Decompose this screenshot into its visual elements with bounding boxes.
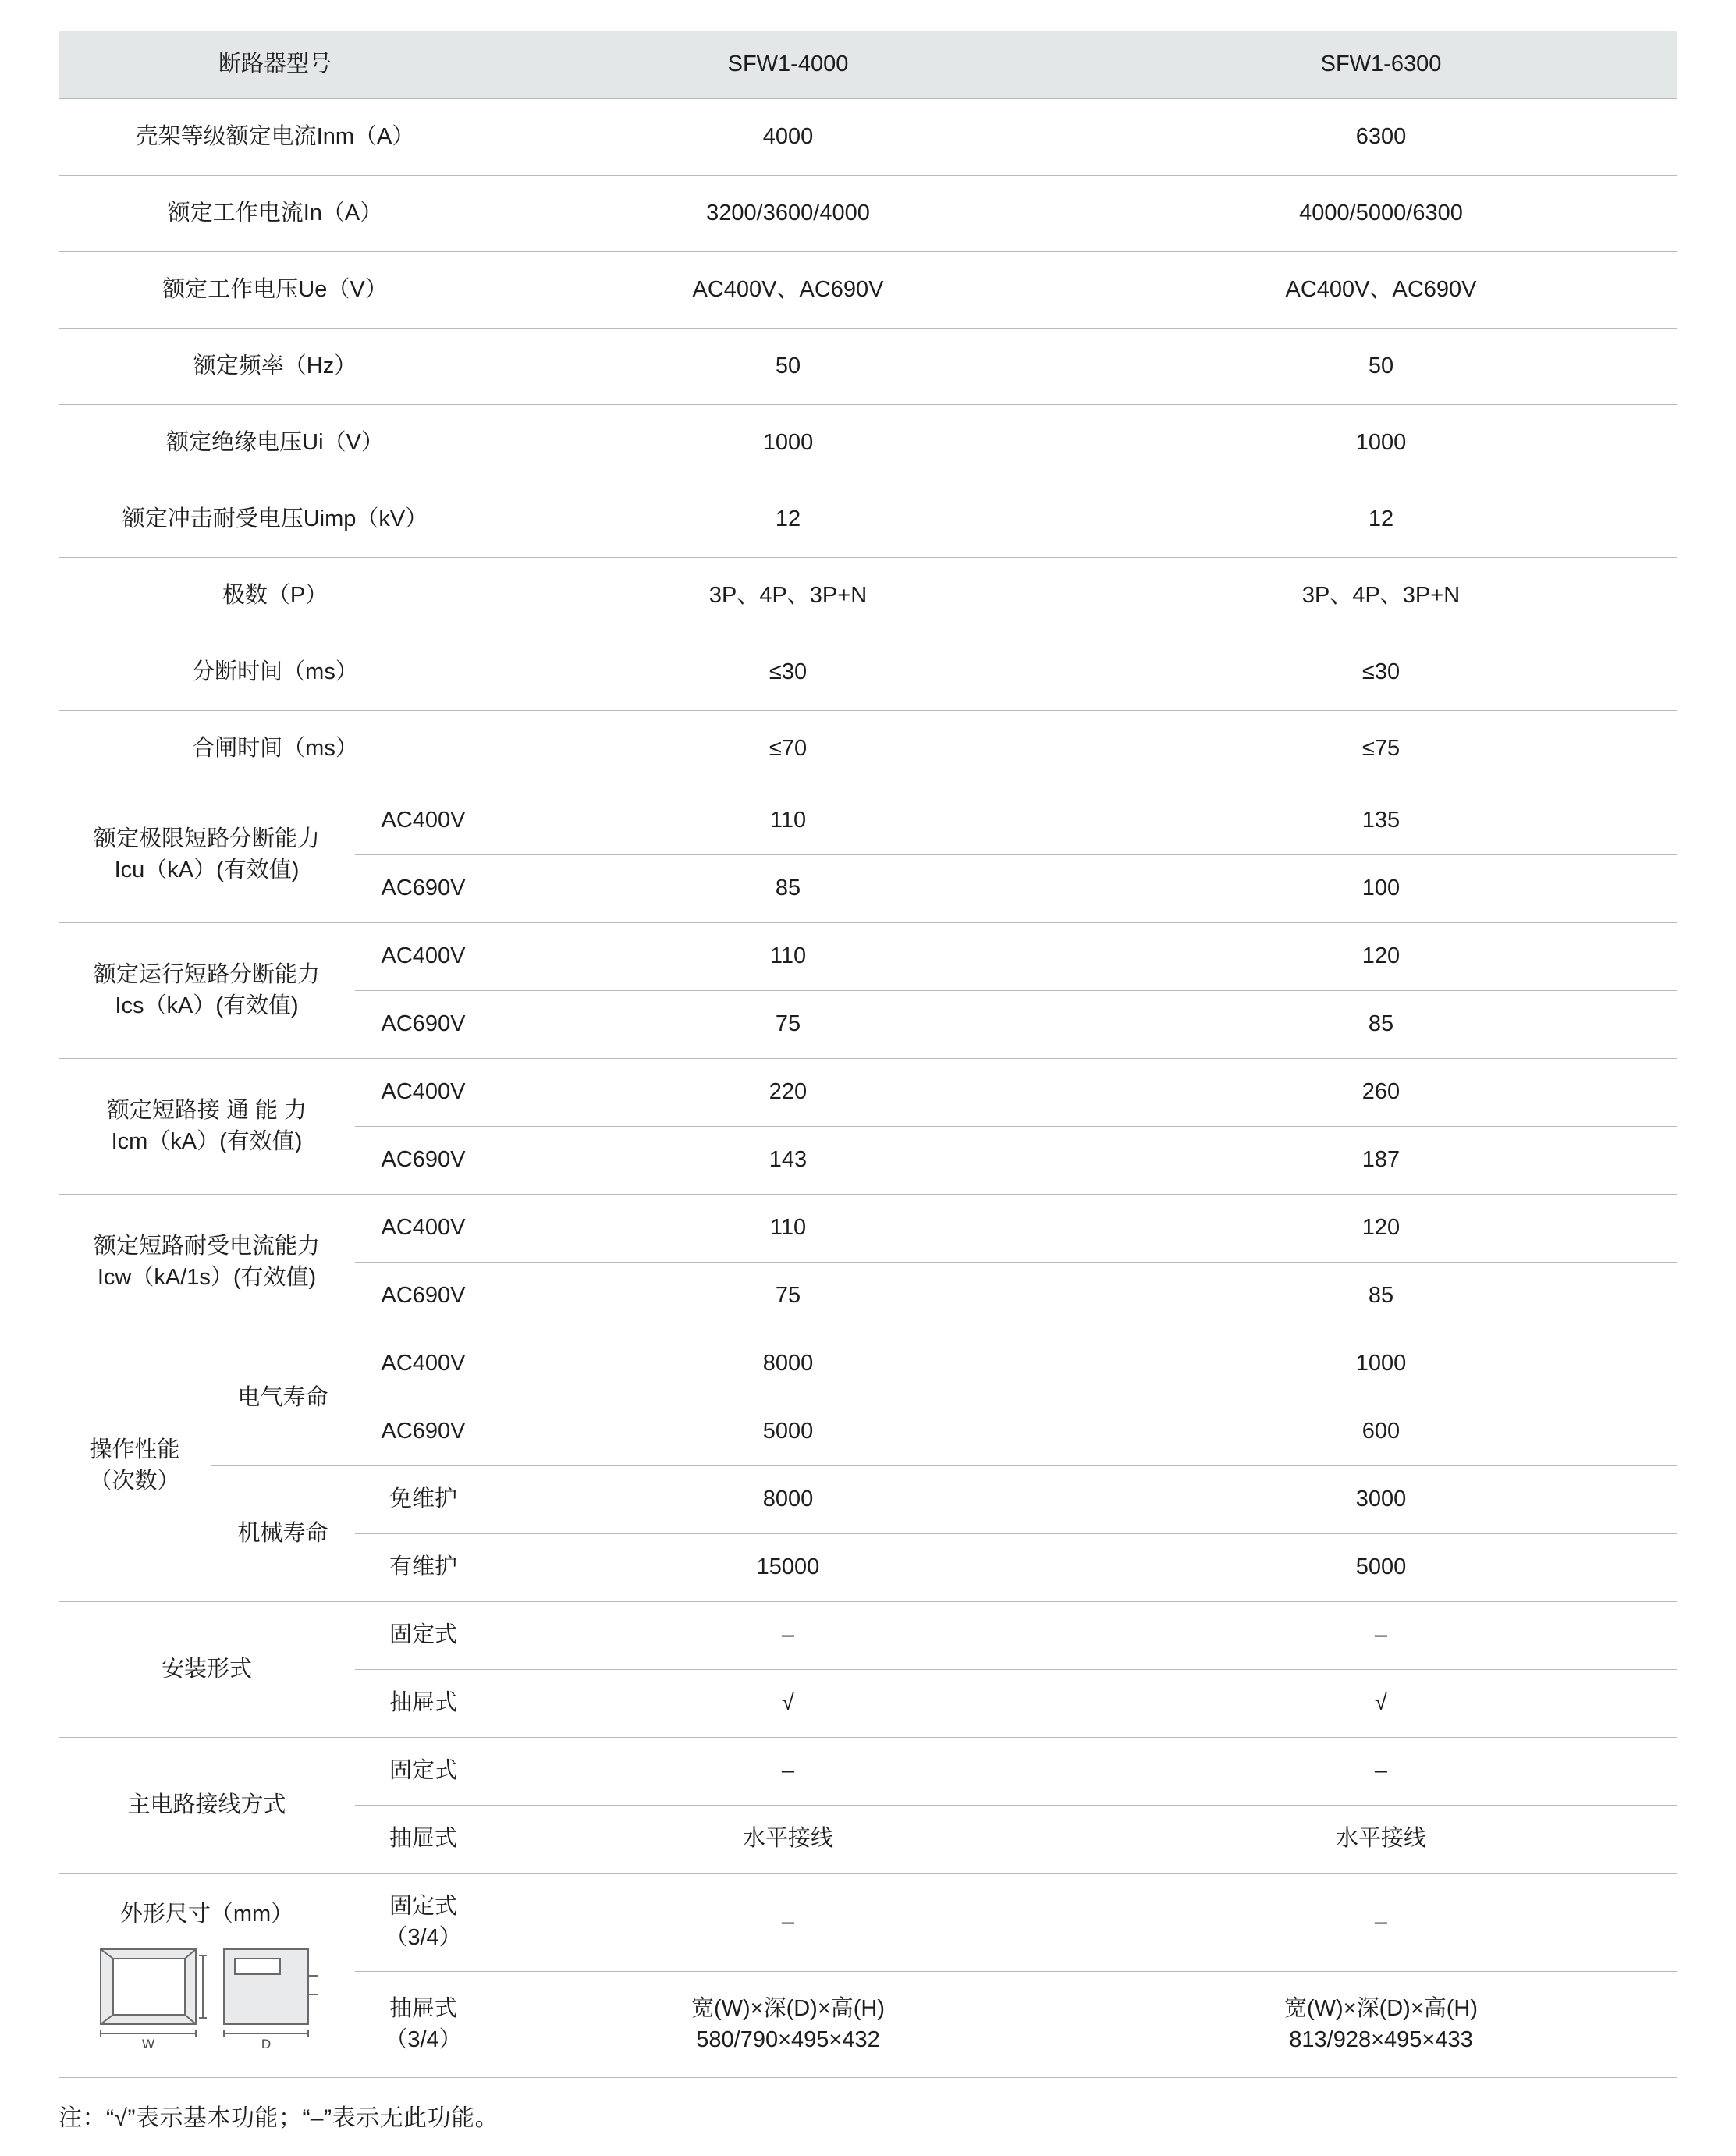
- operation-label-line1: 操作性能: [89, 1437, 180, 1463]
- group-label-line1: 额定极限短路分断能力: [93, 826, 320, 852]
- row-label: 额定频率（Hz）: [59, 329, 492, 405]
- row-label: 分断时间（ms）: [59, 634, 492, 711]
- row-value-1: 110: [492, 787, 1085, 855]
- row-label: 合闸时间（ms）: [59, 711, 492, 787]
- row-value-1-line1: –: [781, 1909, 795, 1934]
- install-label: 安装形式: [59, 1602, 355, 1738]
- table-row: [59, 1195, 1677, 1263]
- row-value-1: 15000: [492, 1534, 1085, 1602]
- header-model-1: SFW1-4000: [492, 31, 1085, 99]
- table-row: [59, 99, 1677, 176]
- row-value-2: 187: [1085, 1127, 1677, 1195]
- table-row: [59, 1738, 1677, 1806]
- table-header-row: [59, 31, 1677, 99]
- row-value-2: 12: [1085, 481, 1677, 558]
- table-row: [59, 1874, 1677, 1972]
- group-label: [59, 787, 355, 923]
- table-row: [59, 481, 1677, 558]
- row-value-2: √: [1085, 1670, 1677, 1738]
- subrow-label: AC400V: [355, 787, 492, 855]
- row-value-2: 3000: [1085, 1466, 1677, 1534]
- svg-text:W: W: [141, 2036, 155, 2051]
- subrow-label: 免维护: [355, 1466, 492, 1534]
- row-label: 额定冲击耐受电压Uimp（kV）: [59, 481, 492, 558]
- table-row: [59, 1330, 1677, 1398]
- row-value-1: √: [492, 1670, 1085, 1738]
- row-value-1-line1: 宽(W)×深(D)×高(H): [690, 1996, 886, 2022]
- row-value-2: 50: [1085, 329, 1677, 405]
- table-row: [59, 405, 1677, 481]
- subrow-label: AC400V: [355, 1059, 492, 1127]
- row-value-2: 水平接线: [1085, 1806, 1677, 1874]
- row-value-2: 120: [1085, 1195, 1677, 1263]
- group-label-line1: 额定短路接 通 能 力: [106, 1098, 307, 1124]
- group-label-line2: Icm（kA）(有效值): [111, 1128, 303, 1154]
- row-value-1: 8000: [492, 1330, 1085, 1398]
- table-row: [59, 558, 1677, 634]
- table-row: [59, 923, 1677, 991]
- row-value-2: 260: [1085, 1059, 1677, 1127]
- subrow-label-line2: （3/4）: [385, 1924, 462, 1950]
- row-value-2: AC400V、AC690V: [1085, 252, 1677, 329]
- operation-section-label: 电气寿命: [211, 1330, 355, 1466]
- row-value-2: 600: [1085, 1398, 1677, 1466]
- row-value-2-line1: –: [1374, 1909, 1388, 1934]
- table-row: [59, 711, 1677, 787]
- row-value-2: 120: [1085, 923, 1677, 991]
- row-value-2: 1000: [1085, 405, 1677, 481]
- subrow-label: [355, 1874, 492, 1972]
- subrow-label: 抽屉式: [355, 1806, 492, 1874]
- row-value-1: 8000: [492, 1466, 1085, 1534]
- row-value-2: 100: [1085, 855, 1677, 923]
- subrow-label: [355, 1972, 492, 2078]
- row-value-1: AC400V、AC690V: [492, 252, 1085, 329]
- table-row: [59, 634, 1677, 711]
- table-row: [59, 1602, 1677, 1670]
- row-value-1: 143: [492, 1127, 1085, 1195]
- subrow-label: AC400V: [355, 1195, 492, 1263]
- row-value-1: 75: [492, 991, 1085, 1059]
- row-label: 额定工作电压Ue（V）: [59, 252, 492, 329]
- subrow-label: AC400V: [355, 923, 492, 991]
- row-value-1: 220: [492, 1059, 1085, 1127]
- subrow-label: AC690V: [355, 991, 492, 1059]
- row-value-2: [1085, 1972, 1677, 2078]
- row-value-1: 4000: [492, 99, 1085, 176]
- dimensions-label: 外形尺寸（mm）: [119, 1902, 294, 1927]
- row-value-2: 1000: [1085, 1330, 1677, 1398]
- row-value-2: –: [1085, 1602, 1677, 1670]
- table-row: [59, 1466, 1677, 1534]
- subrow-label: AC690V: [355, 855, 492, 923]
- group-label-line1: 额定短路耐受电流能力: [93, 1234, 320, 1259]
- row-value-1: 75: [492, 1263, 1085, 1330]
- row-value-2: 85: [1085, 991, 1677, 1059]
- subrow-label-line1: 抽屉式: [389, 1996, 457, 2022]
- group-label: [59, 1059, 355, 1195]
- subrow-label: 固定式: [355, 1602, 492, 1670]
- row-value-2: ≤75: [1085, 711, 1677, 787]
- subrow-label: 固定式: [355, 1738, 492, 1806]
- row-value-1: 1000: [492, 405, 1085, 481]
- row-value-2: ≤30: [1085, 634, 1677, 711]
- row-value-2: 135: [1085, 787, 1677, 855]
- row-label: 额定工作电流In（A）: [59, 176, 492, 252]
- group-label: [59, 1195, 355, 1330]
- row-value-2-line1: 宽(W)×深(D)×高(H): [1283, 1996, 1479, 2022]
- row-value-1: ≤70: [492, 711, 1085, 787]
- group-label-line2: Ics（kA）(有效值): [115, 993, 299, 1018]
- table-row: [59, 329, 1677, 405]
- group-label-line1: 额定运行短路分断能力: [93, 962, 320, 988]
- footnote: 注：“√”表示基本功能；“–”表示无此功能。: [59, 2105, 499, 2131]
- table-row: [59, 176, 1677, 252]
- row-value-2: 85: [1085, 1263, 1677, 1330]
- row-value-1: –: [492, 1738, 1085, 1806]
- row-value-1: 110: [492, 1195, 1085, 1263]
- row-label: 额定绝缘电压Ui（V）: [59, 405, 492, 481]
- row-value-1: 85: [492, 855, 1085, 923]
- operation-section-label: 机械寿命: [211, 1466, 355, 1602]
- row-value-2: –: [1085, 1738, 1677, 1806]
- row-value-1: [492, 1874, 1085, 1972]
- row-value-2: 3P、4P、3P+N: [1085, 558, 1677, 634]
- row-label: 极数（P）: [59, 558, 492, 634]
- row-value-1-line2: 580/790×495×432: [696, 2026, 880, 2052]
- specification-table: [59, 31, 1677, 2078]
- subrow-label: 有维护: [355, 1534, 492, 1602]
- row-value-2: [1085, 1874, 1677, 1972]
- group-label-line2: Icu（kA）(有效值): [114, 857, 300, 883]
- row-value-1: 5000: [492, 1398, 1085, 1466]
- group-label: [59, 923, 355, 1059]
- row-value-2: 6300: [1085, 99, 1677, 176]
- row-label: 壳架等级额定电流Inm（A）: [59, 99, 492, 176]
- row-value-1: [492, 1972, 1085, 2078]
- table-row: [59, 252, 1677, 329]
- subrow-label: AC690V: [355, 1263, 492, 1330]
- subrow-label-line1: 固定式: [389, 1894, 457, 1920]
- row-value-2-line2: 813/928×495×433: [1289, 2026, 1473, 2052]
- operation-label: [59, 1330, 211, 1602]
- table-row: [59, 1059, 1677, 1127]
- row-value-2: 5000: [1085, 1534, 1677, 1602]
- dimensions-label-cell: [59, 1874, 355, 2078]
- header-param-label: 断路器型号: [59, 31, 492, 99]
- table-row: [59, 787, 1677, 855]
- group-label-line2: Icw（kA/1s）(有效值): [97, 1264, 317, 1290]
- row-value-1: 3200/3600/4000: [492, 176, 1085, 252]
- row-value-1: 3P、4P、3P+N: [492, 558, 1085, 634]
- svg-text:D: D: [261, 2036, 272, 2051]
- row-value-1: 110: [492, 923, 1085, 991]
- row-value-1: 50: [492, 329, 1085, 405]
- wiring-label: 主电路接线方式: [59, 1738, 355, 1874]
- row-value-2: 4000/5000/6300: [1085, 176, 1677, 252]
- header-model-2: SFW1-6300: [1085, 31, 1677, 99]
- enclosure-dimension-diagram: [90, 1938, 324, 2051]
- subrow-label-line2: （3/4）: [385, 2026, 462, 2052]
- row-value-1: ≤30: [492, 634, 1085, 711]
- row-value-1: 12: [492, 481, 1085, 558]
- row-value-1: –: [492, 1602, 1085, 1670]
- subrow-label: AC690V: [355, 1398, 492, 1466]
- row-value-1: 水平接线: [492, 1806, 1085, 1874]
- subrow-label: 抽屉式: [355, 1670, 492, 1738]
- subrow-label: AC690V: [355, 1127, 492, 1195]
- subrow-label: AC400V: [355, 1330, 492, 1398]
- operation-label-line2: （次数）: [89, 1468, 180, 1494]
